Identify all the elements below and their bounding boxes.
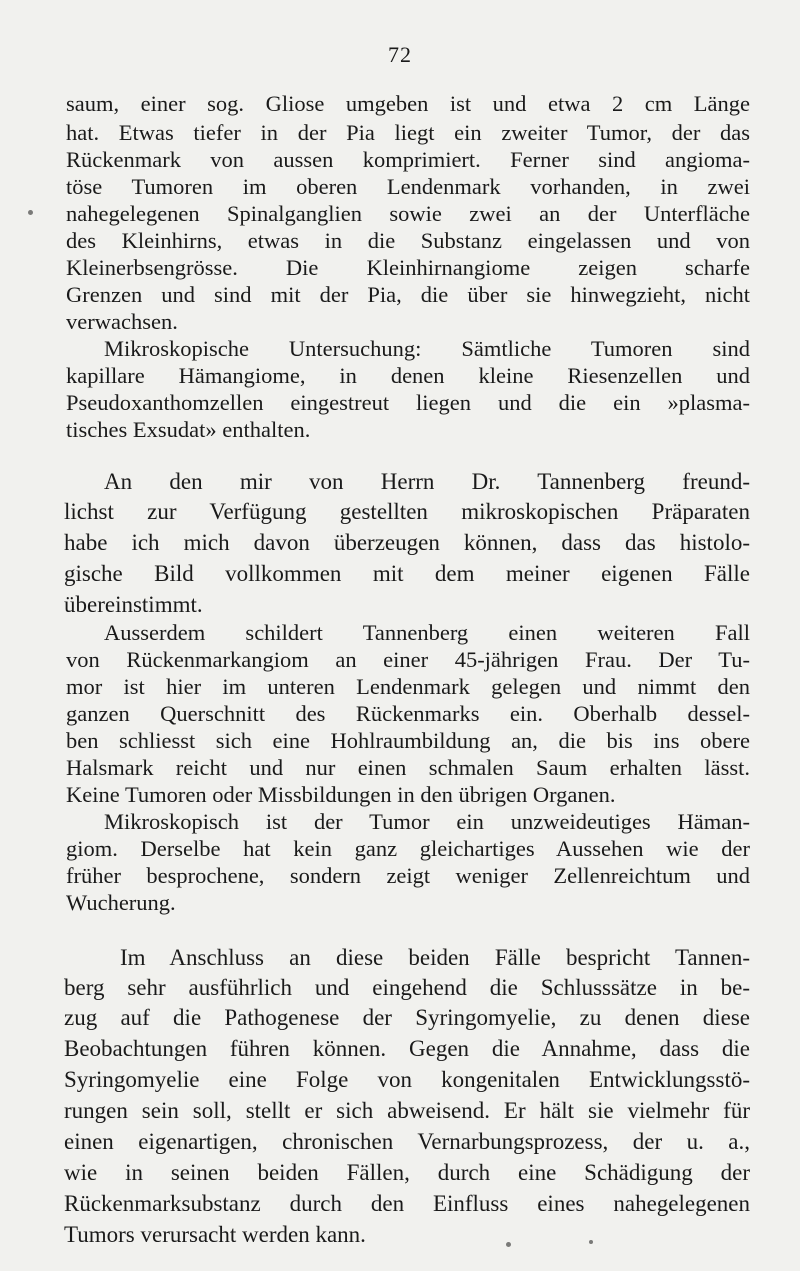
text-line: Tumors verursacht werden kann. [64,1222,366,1247]
text-line: Rückenmark von aussen komprimiert. Ferner sind angioma- [66,147,750,172]
text-line: Im Anschluss an diese beiden Fälle bespricht Tannen- [120,945,750,970]
text-line: Mikroskopische Untersuchung: Sämtliche Tumoren sind [104,336,750,361]
text-line: Kleinerbsengrösse. Die Kleinhirnangiome zeigen scharfe [66,255,750,280]
text-line: Mikroskopisch ist der Tumor ein unzweideutiges Häman- [104,809,750,834]
text-line: von Rückenmarkangiom an einer 45-jährigen Frau. Der Tu- [66,647,750,672]
text-line: rungen sein soll, stellt er sich abweisend. Er hält sie vielmehr für [64,1098,750,1123]
text-line: tisches Exsudat» enthalten. [66,417,311,442]
text-line: wie in seinen beiden Fällen, durch eine Schädigung der [64,1160,750,1185]
text-line: Wucherung. [66,890,176,915]
text-line: ganzen Querschnitt des Rückenmarks ein. Oberhalb dessel- [66,701,750,726]
text-line: hat. Etwas tiefer in der Pia liegt ein zweiter Tumor, der das [66,120,750,145]
text-line: übereinstimmt. [64,592,203,617]
text-line: zug auf die Pathogenese der Syringomyelie, zu denen diese [64,1005,750,1030]
page-number: 72 [388,42,412,67]
ink-speck [506,1242,511,1247]
text-line: töse Tumoren im oberen Lendenmark vorhanden, in zwei [66,174,750,199]
text-line: ben schliesst sich eine Hohlraumbildung an, die bis ins obere [66,728,750,753]
text-line: Grenzen und sind mit der Pia, die über sie hinwegzieht, nicht [66,282,750,307]
ink-speck [589,1240,593,1244]
text-line: Pseudoxanthomzellen eingestreut liegen und die ein »plasma- [66,390,750,415]
text-line: Beobachtungen führen können. Gegen die Annahme, dass die [64,1036,750,1061]
text-line: Rückenmarksubstanz durch den Einfluss eines nahegelegenen [64,1191,750,1216]
text-line: des Kleinhirns, etwas in die Substanz eingelassen und von [66,228,750,253]
text-line: giom. Derselbe hat kein ganz gleichartiges Aussehen wie der [66,836,750,861]
text-line: saum, einer sog. Gliose umgeben ist und etwa 2 cm Länge [66,91,750,116]
text-line: habe ich mich davon überzeugen können, dass das histolo- [64,530,750,555]
text-line: gische Bild vollkommen mit dem meiner eigenen Fälle [64,561,750,586]
text-line: Syringomyelie eine Folge von kongenitalen Entwicklungsstö- [64,1067,750,1092]
text-line: mor ist hier im unteren Lendenmark gelegen und nimmt den [66,674,750,699]
text-line: Keine Tumoren oder Missbildungen in den übrigen Organen. [66,782,616,807]
text-line: verwachsen. [66,309,178,334]
text-line: kapillare Hämangiome, in denen kleine Riesenzellen und [66,363,750,388]
margin-dot [28,210,33,215]
text-line: berg sehr ausführlich und eingehend die Schlusssätze in be- [64,975,750,1000]
text-line: Halsmark reicht und nur einen schmalen Saum erhalten lässt. [66,755,750,780]
text-line: einen eigenartigen, chronischen Vernarbungsprozess, der u. a., [64,1129,750,1154]
text-line: An den mir von Herrn Dr. Tannenberg freund- [104,469,750,494]
text-line: nahegelegenen Spinalganglien sowie zwei an der Unterfläche [66,201,750,226]
text-line: früher besprochene, sondern zeigt weniger Zellenreichtum und [66,863,750,888]
text-line: Ausserdem schildert Tannenberg einen weiteren Fall [104,620,750,645]
text-line: lichst zur Verfügung gestellten mikroskopischen Präparaten [64,499,750,524]
